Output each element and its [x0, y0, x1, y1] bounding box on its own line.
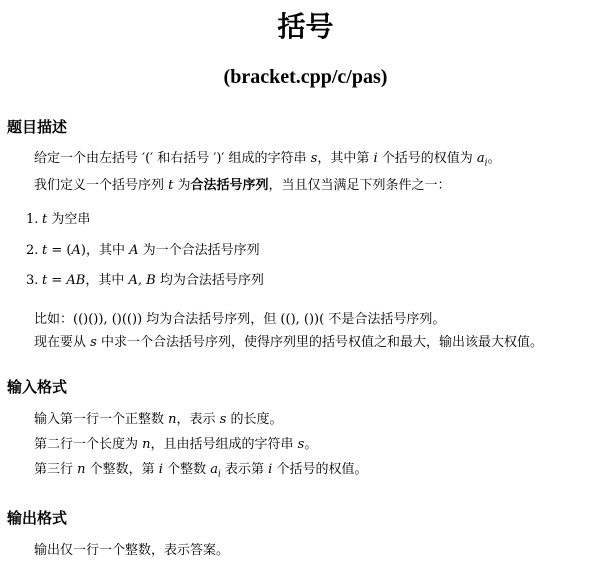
- description-paragraph-2: 我们定义一个括号序列 t 为合法括号序列，当且仅当满足下列条件之一：: [34, 178, 451, 193]
- heading-output-format: 输出格式: [7, 509, 68, 527]
- description-paragraph-3: 比如：(()()), ()(()) 均为合法括号序列，但 ((), ())( 不是合法括号序列。: [34, 312, 446, 327]
- heading-input-format: 输入格式: [7, 378, 68, 396]
- description-paragraph-4: 现在要从 s 中求一个合法括号序列，使得序列里的括号权值之和最大，输出该最大权值。: [34, 335, 543, 350]
- input-line-2: 第二行一个长度为 n，且由括号组成的字符串 s。: [34, 437, 318, 452]
- input-line-3: 第三行 n 个整数，第 i 个整数 $a_i$ 表示第 i 个括号的权值。: [34, 462, 368, 480]
- output-line-1: 输出仅一行一个整数，表示答案。: [34, 543, 230, 558]
- file-name-subtitle: (bracket.cpp/c/pas): [223, 66, 388, 88]
- description-paragraph-1: 给定一个由左括号 ′(′ 和右括号 ′)′ 组成的字符串 s，其中第 i 个括号的权值为 $a_i$。: [34, 151, 501, 169]
- condition-list-item: 3. t = AB，其中 A, B 均为合法括号序列: [26, 273, 264, 288]
- condition-list-item: 2. t = (A)，其中 A 为一个合法括号序列: [26, 243, 260, 258]
- page-title: 括号: [277, 10, 334, 43]
- input-line-1: 输入第一行一个正整数 n，表示 s 的长度。: [34, 412, 283, 427]
- heading-description: 题目描述: [7, 118, 68, 136]
- condition-list-item: 1. t 为空串: [26, 212, 91, 227]
